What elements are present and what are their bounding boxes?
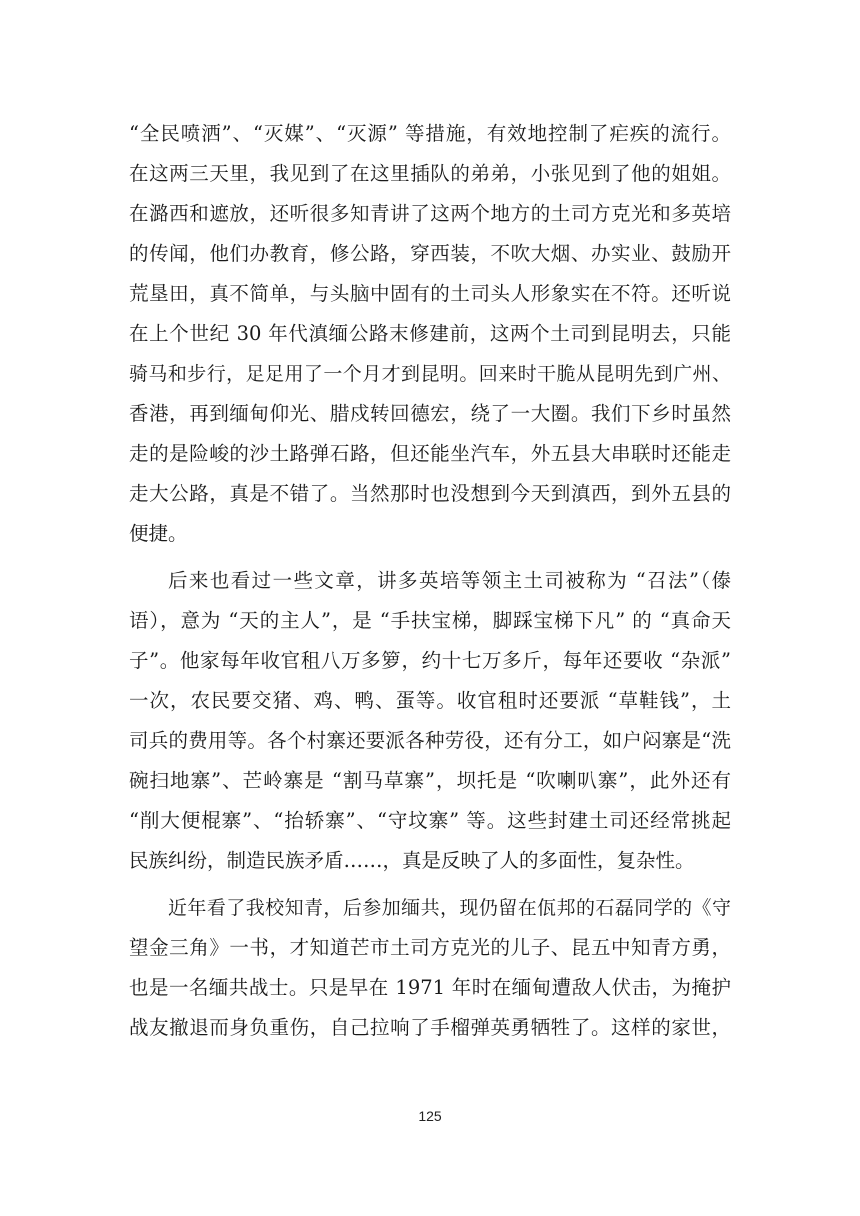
- text-line: 碗扫地寨”、芒岭寨是 “割马草寨”，坝托是 “吹喇叭寨”，此外还有: [129, 769, 731, 792]
- text-line: 近年看了我校知青，后参加缅共，现仍留在佤邦的石磊同学的《守: [168, 897, 731, 919]
- text-line: 语），意为 “天的主人”，是 “手扶宝梯，脚踩宝梯下凡” 的 “真命天: [129, 609, 731, 632]
- text-line: 走的是险峻的沙土路弹石路，但还能坐汽车，外五县大串联时还能走: [129, 442, 731, 465]
- text-line: 在上个世纪 30 年代滇缅公路末修建前，这两个土司到昆明去，只能: [129, 322, 731, 345]
- text-line: 香港，再到缅甸仰光、腊戍转回德宏，绕了一大圈。我们下乡时虽然: [129, 402, 731, 425]
- text-line: 也是一名缅共战士。只是早在 1971 年时在缅甸遭敌人伏击，为掩护: [129, 976, 731, 999]
- text-line: 走大公路，真是不错了。当然那时也没想到今天到滇西，到外五县的: [129, 482, 731, 505]
- text-line: 骑马和步行，足足用了一个月才到昆明。回来时干脆从昆明先到广州、: [129, 363, 731, 385]
- text-line: 在潞西和遮放，还听很多知青讲了这两个地方的土司方克光和多英培: [129, 202, 731, 225]
- text-line: 荒垦田，真不简单，与头脑中固有的土司头人形象实在不符。还听说: [129, 282, 731, 305]
- text-line: 后来也看过一些文章，讲多英培等领主土司被称为 “召法”（傣: [168, 569, 731, 592]
- text-line: 民族纠纷，制造民族矛盾……，真是反映了人的多面性，复杂性。: [129, 849, 695, 872]
- page-number: 125: [418, 1108, 442, 1124]
- text-line: 便捷。: [129, 522, 188, 545]
- body-text: [129, 114, 731, 1048]
- text-line: “全民喷洒”、“灭媒”、“灭源” 等措施，有效地控制了疟疾的流行。: [129, 122, 731, 145]
- text-line: 望金三角》一书，才知道芒市土司方克光的儿子、昆五中知青方勇，: [129, 936, 731, 959]
- text-line: 战友撤退而身负重伤，自己拉响了手榴弹英勇牺牲了。这样的家世，: [129, 1016, 731, 1039]
- text-line: 一次，农民要交猪、鸡、鸭、蛋等。收官租时还要派 “草鞋钱”，土: [129, 689, 731, 712]
- text-line: 司兵的费用等。各个村寨还要派各种劳役，还有分工，如户闷寨是“洗: [129, 729, 731, 752]
- text-line: 的传闻，他们办教育，修公路，穿西装，不吹大烟、办实业、鼓励开: [129, 242, 731, 265]
- text-line: 在这两三天里，我见到了在这里插队的弟弟，小张见到了他的姐姐。: [129, 162, 731, 185]
- text-line: 子”。他家每年收官租八万多箩，约十七万多斤，每年还要收 “杂派”: [129, 649, 731, 672]
- text-line: “削大便棍寨”、“抬轿寨”、“守坟寨” 等。这些封建土司还经常挑起: [129, 809, 731, 832]
